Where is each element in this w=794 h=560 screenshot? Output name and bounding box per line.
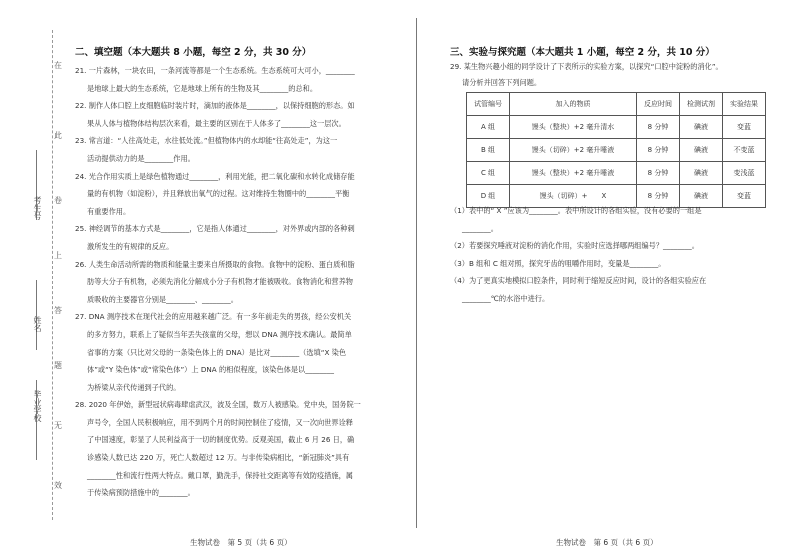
question-line: 是地球上最大的生态系统，它是地球上所有的生物及其________的总和。 bbox=[87, 83, 318, 93]
fill-in-questions bbox=[75, 62, 397, 502]
table-header-cell: 加入的物质 bbox=[510, 93, 637, 116]
table-row bbox=[467, 116, 766, 139]
question-line: 为桥梁从亲代传递到子代的。 bbox=[87, 382, 181, 392]
question-line: 的多方努力，联系上了疑似当年丢失孩童的父母，想以 DNA 测序技术确认。最简单 bbox=[87, 329, 352, 339]
table-cell: 碘液 bbox=[680, 139, 723, 162]
experiment-table bbox=[466, 92, 766, 208]
binding-char: 卷 bbox=[54, 196, 62, 205]
question-line: 23. 常言道：“人往高处走，水往低处流。”但植物体内的水却能“往高处走”，为这一 bbox=[75, 136, 338, 146]
question-line: 28. 2020 年伊始，新型冠状病毒肆虐武汉，波及全国，数万人被感染。党中央，国务院一 bbox=[75, 400, 361, 410]
table-cell: 变浅蓝 bbox=[723, 162, 766, 185]
question-line: 24. 光合作用实质上是绿色植物通过________，利用光能，把二氧化碳和水转化成储存能 bbox=[75, 171, 355, 181]
question-line: ________℃的水浴中进行。 bbox=[462, 293, 550, 303]
question-line: 22. 制作人体口腔上皮细胞临时装片时，滴加的液体是________，以保持细胞的形态。如 bbox=[75, 101, 355, 111]
question-line: ________性和流行性两大特点。戴口罩，勤洗手，保持社交距离等有效防疫措施，属 bbox=[87, 470, 353, 480]
question-line: 21. 一片森林，一块农田，一条河流等都是一个生态系统。生态系统可大可小，________ bbox=[75, 66, 355, 75]
table-cell: A 组 bbox=[467, 116, 510, 139]
table-header-cell: 实验结果 bbox=[723, 93, 766, 116]
question-line: （2）若要探究唾液对淀粉的消化作用，实验时应选择哪两组编号？________。 bbox=[450, 241, 699, 251]
section-title-fill-in: 二、填空题（本大题共 8 小题，每空 2 分，共 30 分） bbox=[75, 47, 312, 58]
table-cell: 碘液 bbox=[680, 162, 723, 185]
experiment-intro bbox=[450, 59, 780, 91]
question-line: 体”或“Y 染色体”或“常染色体”）上 DNA 的相似程度，该染色体是以________ bbox=[87, 365, 334, 375]
table-header-row bbox=[467, 93, 766, 116]
table-cell: 8 分钟 bbox=[637, 139, 680, 162]
page-footer: 生物试卷 第 5 页（共 6 页） bbox=[190, 538, 292, 547]
section-title-experiment: 三、实验与探究题（本大题共 1 小题，每空 2 分，共 10 分） bbox=[450, 47, 715, 58]
page-5 bbox=[70, 0, 400, 560]
table-cell: 馒头（切碎）+2 毫升唾液 bbox=[510, 139, 637, 162]
binding-char: 题 bbox=[54, 361, 62, 370]
binding-char: 无 bbox=[54, 421, 62, 430]
intro-line: 请分析并回答下列问题。 bbox=[462, 78, 542, 87]
question-line: （3）B 组和 C 组对照，探究牙齿的咀嚼作用时，变量是________。 bbox=[450, 258, 666, 268]
binding-char: 在 bbox=[54, 61, 62, 70]
question-line: 于传染病预防措施中的________。 bbox=[87, 488, 195, 498]
table-cell: 碘液 bbox=[680, 116, 723, 139]
school-label: 毕业学校 bbox=[33, 390, 42, 422]
table-cell: 变蓝 bbox=[723, 116, 766, 139]
table-cell: 馒头（切碎）+ X bbox=[510, 185, 637, 208]
question-line: 声号令，全国人民积极响应，用不到两个月的时间控制住了疫情，又一次向世界诠释 bbox=[87, 417, 353, 427]
question-line: （4）为了更真实地模拟口腔条件，同时利于缩短反应时间，设计的各组实验应在 bbox=[450, 276, 707, 286]
table-cell: 碘液 bbox=[680, 185, 723, 208]
question-line: ________。 bbox=[462, 223, 498, 233]
table-cell: 8 分钟 bbox=[637, 116, 680, 139]
table-cell: 不变蓝 bbox=[723, 139, 766, 162]
binding-char: 此 bbox=[54, 131, 62, 140]
question-line: 量的有机物（如淀粉），并且释放出氧气的过程。这对维持生物圈中的________平衡 bbox=[87, 189, 350, 199]
table-cell: 馒头（整块）+2 毫升清水 bbox=[510, 116, 637, 139]
question-line: 省事的方案（只比对父母的一条染色体上的 DNA）是比对________（选填“X 染色 bbox=[87, 347, 347, 357]
page-divider bbox=[416, 18, 417, 528]
question-line: 激所发生的有规律的反应。 bbox=[87, 241, 174, 251]
table-cell: D 组 bbox=[467, 185, 510, 208]
question-line: 有重要作用。 bbox=[87, 206, 131, 216]
table-cell: C 组 bbox=[467, 162, 510, 185]
table-header-cell: 检测试剂 bbox=[680, 93, 723, 116]
question-line: （1）表中的“ X ”应该为________。表中所设计的各组实验，没有必要的一组是 bbox=[450, 206, 702, 215]
binding-char: 效 bbox=[54, 481, 62, 490]
question-line: 25. 神经调节的基本方式是________，它是指人体通过________，对外界或内部的各种刺 bbox=[75, 224, 355, 234]
binding-dashed-line bbox=[52, 30, 53, 520]
experiment-questions bbox=[450, 202, 780, 308]
binding-char: 上 bbox=[54, 251, 62, 260]
question-line: 质吸收的主要器官分别是________、________。 bbox=[87, 294, 238, 304]
table-cell: B 组 bbox=[467, 139, 510, 162]
question-line: 了中国速度，彰显了人民利益高于一切的制度优势。反观美国，截止 6 月 26 日，确 bbox=[87, 435, 355, 445]
question-line: 27. DNA 测序技术在现代社会的应用越来越广泛。有一多年前走失的男孩，经公安机关 bbox=[75, 312, 352, 322]
question-line: 诊感染人数已达 220 万，死亡人数超过 12 万。与非传染病相比，“新冠肺炎”具有 bbox=[87, 453, 350, 463]
table-row bbox=[467, 162, 766, 185]
table-row bbox=[467, 139, 766, 162]
table-cell: 馒头（整块）+2 毫升唾液 bbox=[510, 162, 637, 185]
table-cell: 8 分钟 bbox=[637, 162, 680, 185]
page-footer: 生物试卷 第 6 页（共 6 页） bbox=[556, 538, 658, 547]
question-line: 果从人体与植物体结构层次来看，最主要的区别在于人体多了________这一层次。 bbox=[87, 118, 346, 128]
question-line: 肪等大分子有机物，必须先消化分解成小分子有机物才能被吸收。食物消化和营养物 bbox=[87, 277, 353, 287]
question-line: 26. 人类生命活动所需的物质和能量主要来自所摄取的食物。食物中的淀粉、蛋白质和脂 bbox=[75, 259, 355, 269]
table-header-cell: 试管编号 bbox=[467, 93, 510, 116]
name-label: 姓名 bbox=[33, 316, 42, 332]
table-cell: 8 分钟 bbox=[637, 185, 680, 208]
exam-no-label: 考生号 bbox=[33, 196, 42, 220]
table-header-cell: 反应时间 bbox=[637, 93, 680, 116]
table-cell: 变蓝 bbox=[723, 185, 766, 208]
name-line bbox=[36, 280, 37, 350]
question-line: 活动提供动力的是________作用。 bbox=[87, 153, 195, 163]
binding-char: 答 bbox=[54, 306, 62, 315]
page-6 bbox=[446, 0, 786, 560]
intro-line: 29. 某生物兴趣小组的同学设计了下表所示的实验方案，以探究“口腔中淀粉的消化”。 bbox=[450, 62, 723, 71]
